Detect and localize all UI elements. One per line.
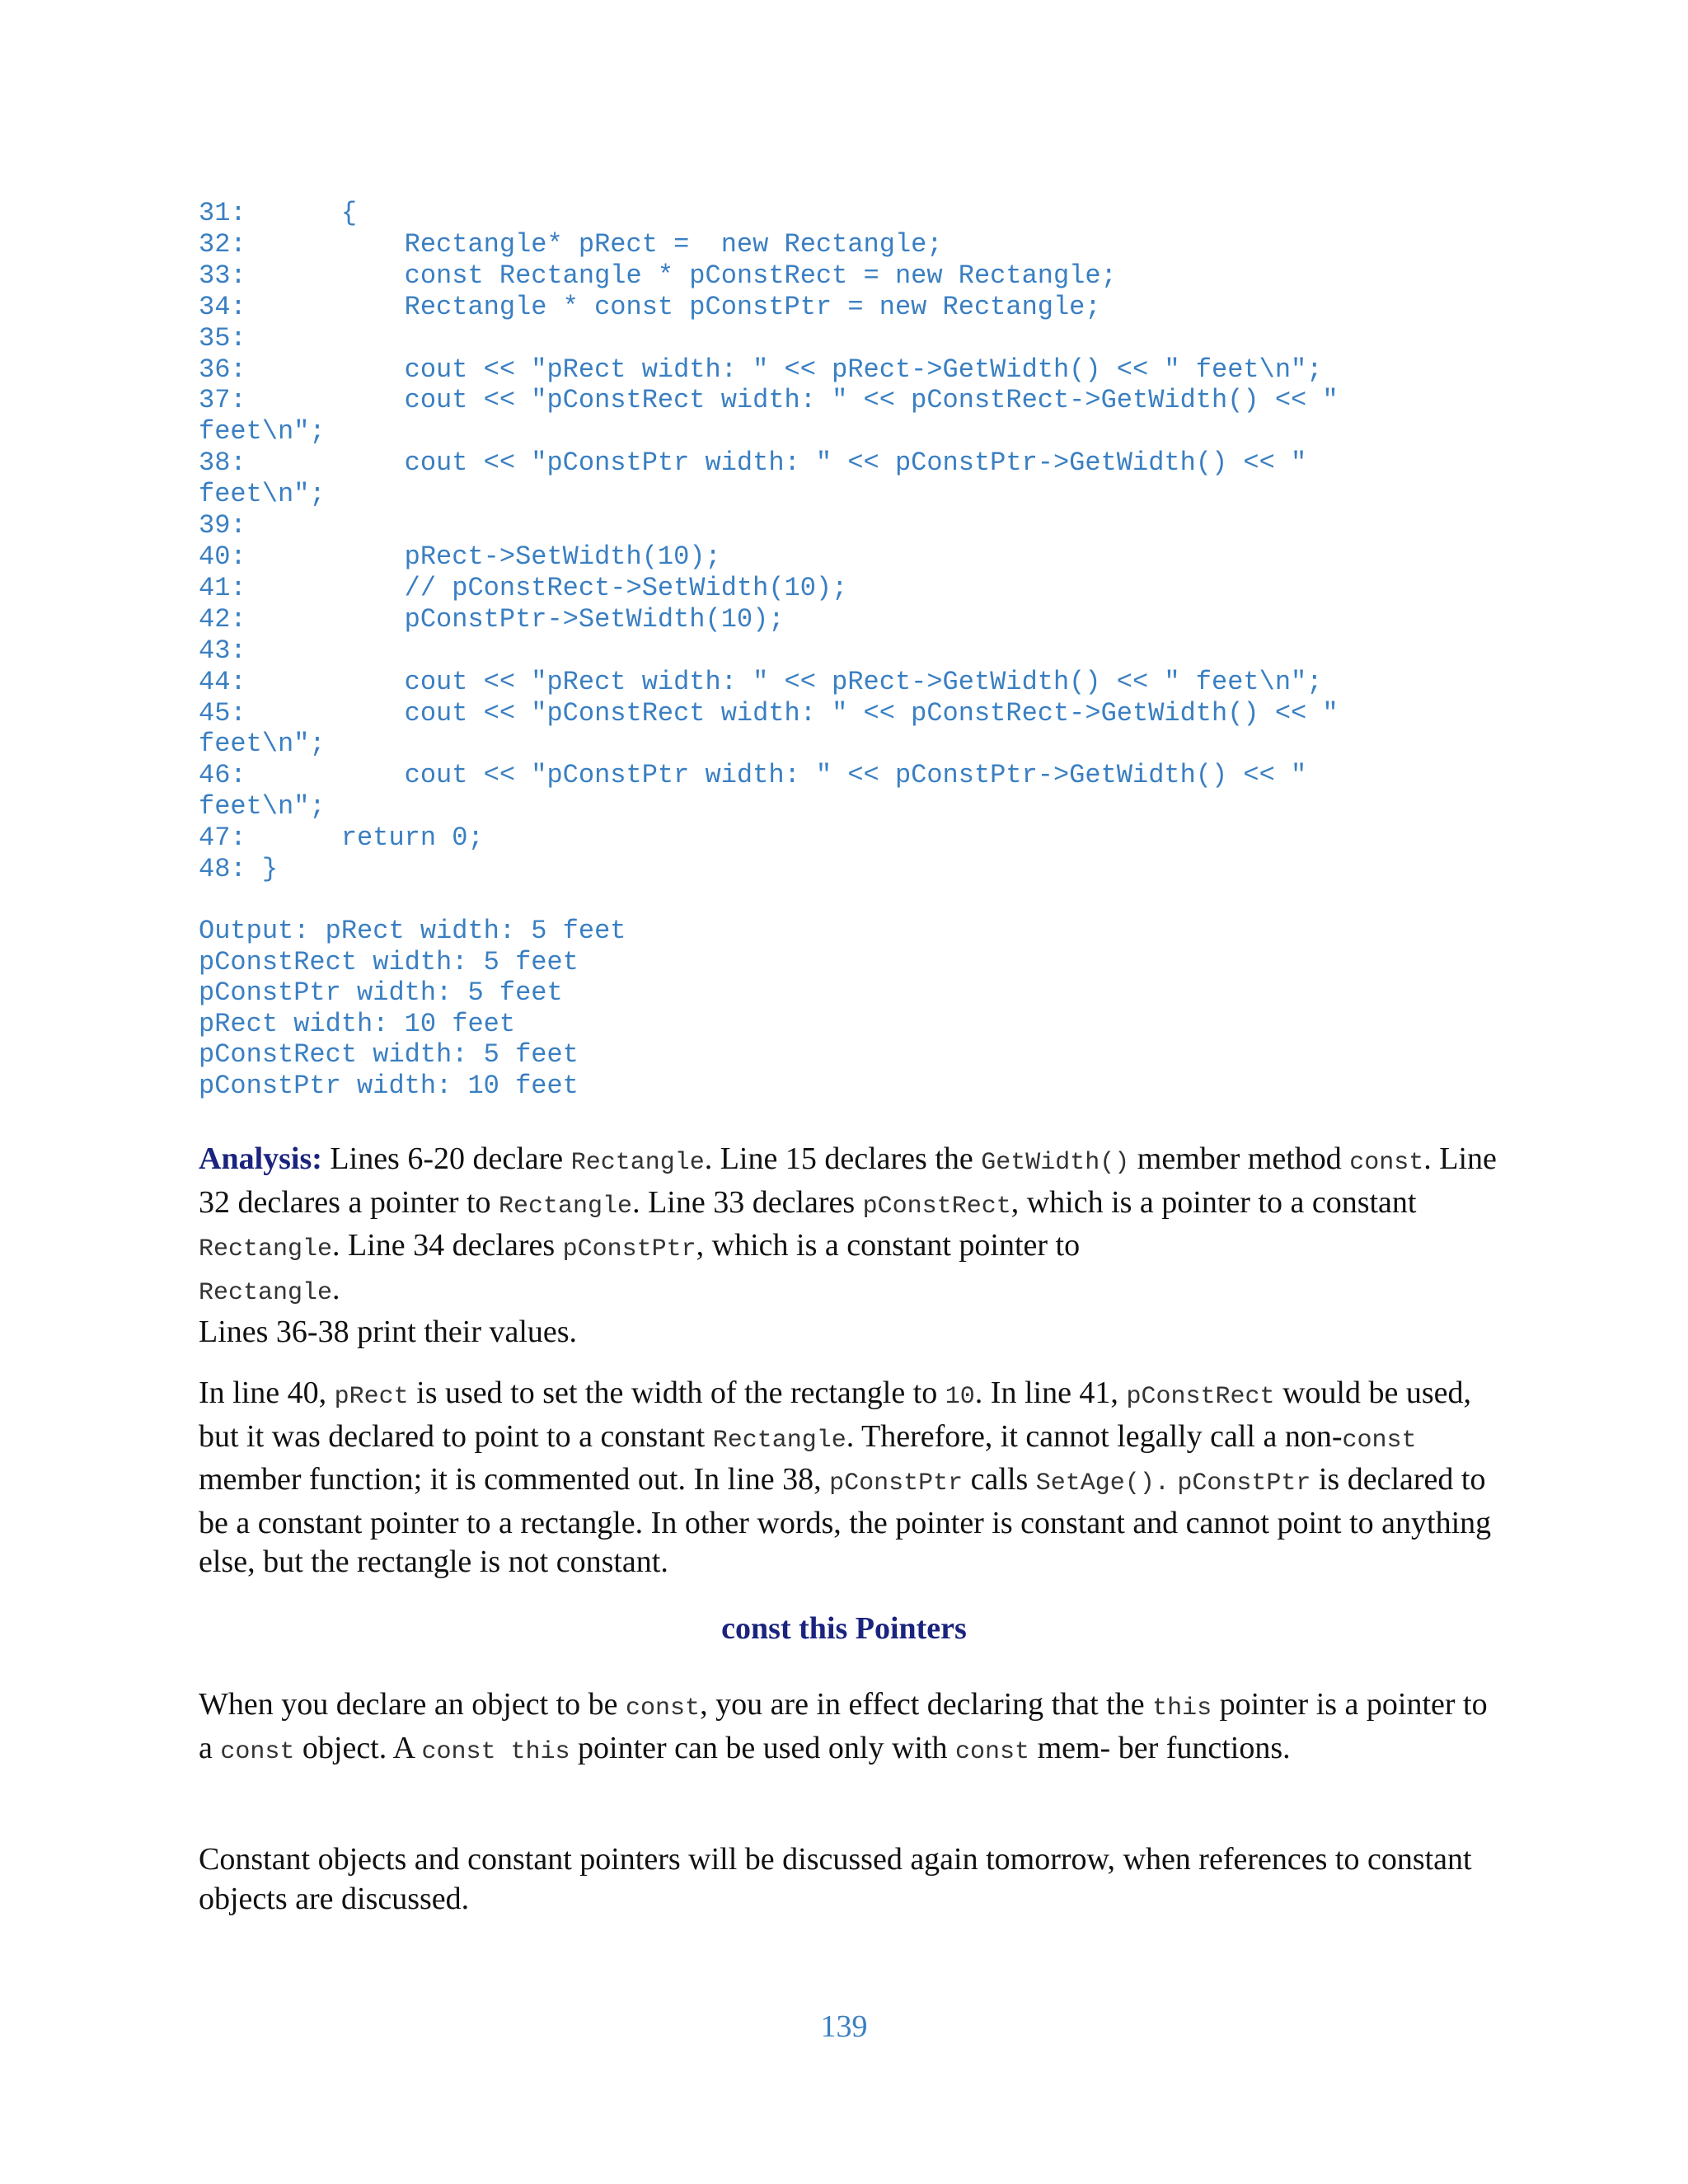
paragraph-text (1170, 1462, 1178, 1497)
paragraph-text: pointer is a pointer to a (199, 1687, 1488, 1765)
paragraph-text: , you are in effect declaring that the (700, 1687, 1153, 1722)
code-line: 45: cout << "pConstRect width: " << pConstRect->GetWidth() << " (199, 697, 1339, 729)
paragraph-text: member function; it is commented out. In line 38, (199, 1462, 830, 1497)
code-line: feet\n"; (199, 416, 326, 448)
analysis-label: Analysis: (199, 1141, 322, 1176)
code-line: 44: cout << "pRect width: " << pRect->GetWidth() << " feet\n"; (199, 666, 1323, 697)
inline-code: pConstPtr (829, 1469, 964, 1497)
paragraph-text: . In line 41, (974, 1376, 1127, 1410)
code-line: 47: return 0; (199, 823, 484, 854)
code-line: 36: cout << "pRect width: " << pRect->GetWidth() << " feet\n"; (199, 354, 1323, 385)
analysis-text: . (332, 1271, 340, 1306)
analysis-text: Lines 36-38 print their values. (199, 1315, 578, 1349)
code-line: 38: cout << "pConstPtr width: " << pConstPtr->GetWidth() << " (199, 448, 1307, 479)
code-line: 39: (199, 510, 246, 541)
code-line: 33: const Rectangle * pConstRect = new Rectangle; (199, 260, 1117, 291)
inline-code: pConstPtr (562, 1235, 696, 1263)
code-line: 40: pRect->SetWidth(10); (199, 541, 721, 572)
inline-code: const this (421, 1737, 570, 1766)
analysis-text: member method (1129, 1141, 1350, 1176)
code-line: 46: cout << "pConstPtr width: " << pConstPtr->GetWidth() << " (199, 760, 1307, 791)
analysis-text: . Line 34 declares (332, 1228, 563, 1263)
inline-code: pConstPtr (1177, 1469, 1311, 1497)
paragraph-text: . Therefore, it cannot legally call a non- (846, 1418, 1343, 1454)
paragraph-text: would be used, but it was declared to point to a constant (199, 1376, 1471, 1454)
inline-code: Rectangle (499, 1192, 633, 1221)
code-line: 34: Rectangle * const pConstPtr = new Rectangle; (199, 291, 1101, 322)
code-line: 32: Rectangle* pRect = new Rectangle; (199, 228, 943, 260)
paragraph-text: is declared to be a constant pointer to a rectangle. In other words, the pointer is constant and cannot point to anything else, but the rectangle is not constant. (199, 1462, 1492, 1579)
inline-code: pConstRect (1126, 1383, 1275, 1411)
code-line: 42: pConstPtr->SetWidth(10); (199, 603, 785, 635)
code-line: 41: // pConstRect->SetWidth(10); (199, 572, 848, 603)
page-number: 139 (820, 2009, 868, 2044)
inline-code: pRect (334, 1383, 409, 1411)
paragraph-text: object. A (294, 1730, 422, 1765)
analysis-text: , which is a constant pointer to (696, 1228, 1081, 1263)
output-line: pConstPtr width: 5 feet (199, 977, 563, 1009)
output-line: Output: pRect width: 5 feet (199, 916, 626, 946)
output-line: pConstRect width: 5 feet (199, 946, 579, 977)
analysis-text: . Line 32 declares a pointer to (199, 1141, 1497, 1220)
output-line: pConstRect width: 5 feet (199, 1039, 579, 1071)
analysis-text: . Line 15 declares the (704, 1141, 982, 1176)
analysis-text: , which is a pointer to a constant (1010, 1184, 1417, 1220)
inline-code: GetWidth() (981, 1149, 1130, 1177)
inline-code: SetAge(). (1035, 1469, 1170, 1497)
inline-code: const (220, 1737, 295, 1766)
analysis-text: Lines 6-20 declare (321, 1141, 571, 1176)
paragraph-text: mem- ber functions. (1029, 1730, 1291, 1765)
inline-code: Rectangle (712, 1426, 846, 1455)
closing-paragraph: Constant objects and constant pointers will be discussed again tomorrow, when references to constant objects are discussed. (199, 1842, 1472, 1916)
paragraph-text: When you declare an object to be (199, 1687, 626, 1722)
paragraph-text: pointer can be used only with (570, 1730, 956, 1765)
section-heading: const this Pointers (721, 1611, 967, 1646)
explanation-paragraph (199, 1374, 1501, 1582)
inline-code: const (1342, 1426, 1417, 1455)
output-line: pRect width: 10 feet (199, 1008, 516, 1039)
inline-code: 10 (945, 1383, 975, 1411)
paragraph-text: is used to set the width of the rectangle to (408, 1376, 945, 1410)
code-listing (199, 198, 1550, 885)
code-line: 48: } (199, 854, 279, 885)
const-this-paragraph (199, 1685, 1501, 1772)
inline-code: Rectangle (199, 1235, 333, 1263)
program-output (199, 916, 1550, 1102)
inline-code: this (1152, 1694, 1212, 1722)
analysis-paragraph (199, 1140, 1501, 1352)
inline-code: Rectangle (199, 1278, 333, 1307)
inline-code: const (1349, 1149, 1424, 1177)
inline-code: pConstRect (862, 1192, 1011, 1221)
output-line: pConstPtr width: 10 feet (199, 1070, 579, 1101)
code-line: feet\n"; (199, 729, 326, 760)
code-line: feet\n"; (199, 791, 326, 823)
code-line: 35: (199, 322, 246, 354)
code-line: 31: { (199, 198, 358, 228)
code-line: 43: (199, 635, 246, 666)
inline-code: const (626, 1694, 701, 1722)
code-line: 37: cout << "pConstRect width: " << pConstRect->GetWidth() << " (199, 385, 1339, 416)
inline-code: Rectangle (570, 1149, 705, 1177)
code-line: feet\n"; (199, 479, 326, 510)
inline-code: const (955, 1737, 1030, 1766)
paragraph-text: calls (963, 1462, 1036, 1497)
paragraph-text: In line 40, (199, 1376, 335, 1410)
analysis-text: . Line 33 declares (632, 1184, 863, 1220)
